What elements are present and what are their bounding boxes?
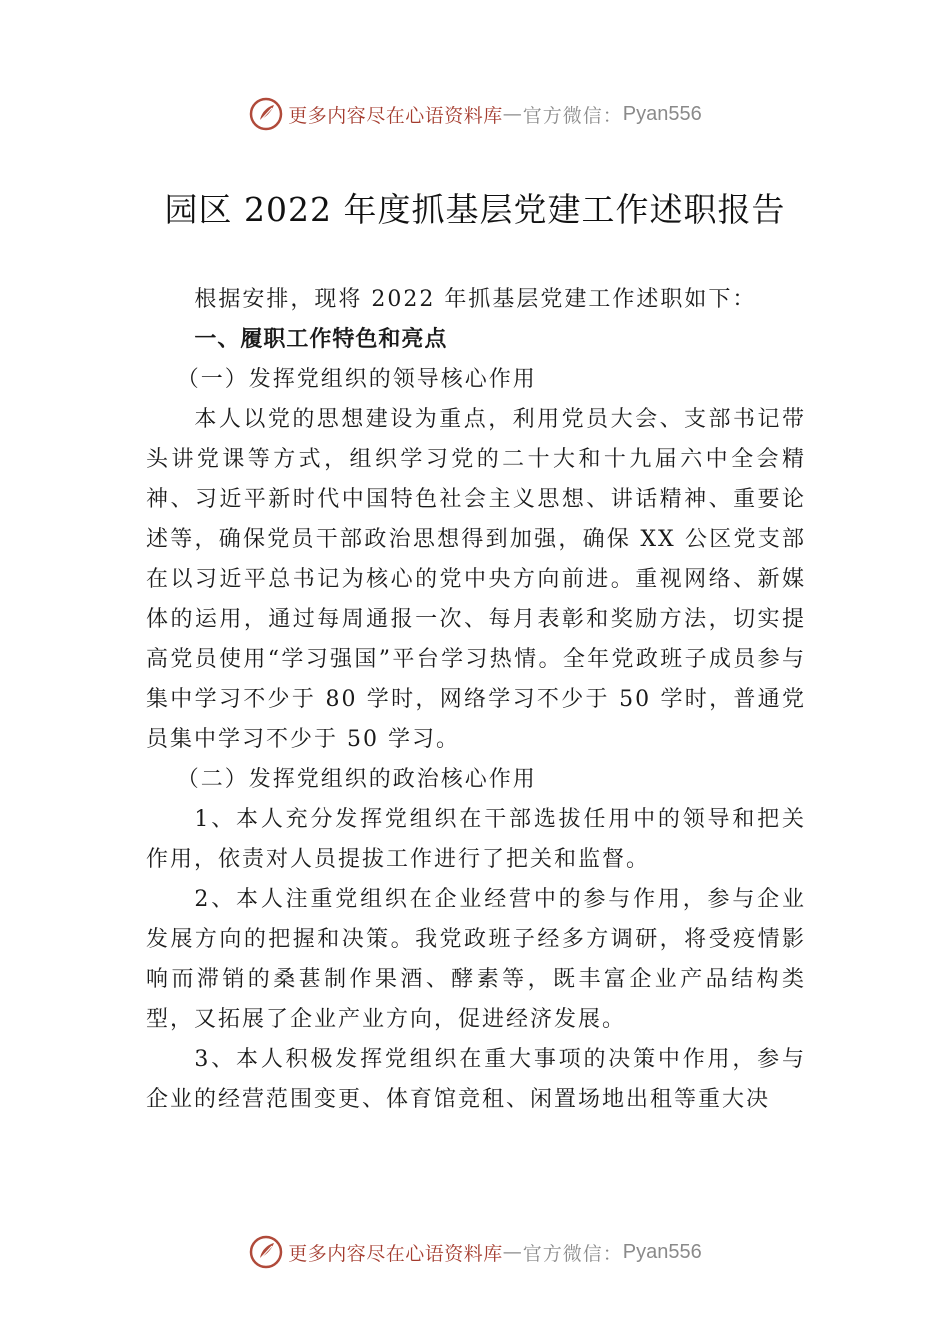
subsection-heading: （二）发挥党组织的政治核心作用 [176,767,537,792]
watermark-banner-top [0,92,950,136]
intro-paragraph: 根据安排，现将 2022 年抓基层党建工作述职如下： [194,287,757,312]
watermark-handle: Pyan556 [622,102,702,125]
document-body [146,280,806,1120]
watermark-separator: — [502,103,523,125]
list-item: 1、本人充分发挥党组织在干部选拔任用中的领导和把关作用，依责对人员提拔工作进行了把关和监督。 [146,807,806,872]
brand-logo-icon [248,1234,284,1270]
watermark-brand: 更多内容尽在心语资料库 [288,1242,503,1265]
watermark-wechat-label: 官方微信： [522,104,623,127]
list-item: 3、本人积极发挥党组织在重大事项的决策中作用，参与企业的经营范围变更、体育馆竞租、闲置场地出租等重大决 [146,1047,806,1112]
watermark-separator: — [502,1241,523,1263]
list-item: 2、本人注重党组织在企业经营中的参与作用，参与企业发展方向的把握和决策。我党政班子经多方调研，将受疫情影响而滞销的桑葚制作果酒、酵素等，既丰富企业产品结构类型，又拓展了企业产业方向，促进经济发展。 [146,887,806,1032]
body-paragraph: 本人以党的思想建设为重点，利用党员大会、支部书记带头讲党课等方式，组织学习党的二十大和十九届六中全会精神、习近平新时代中国特色社会主义思想、讲话精神、重要论述等，确保党员干部政治思想得到加强，确保 XX 公区党支部在以习近平总书记为核心的党中央方向前进。重视网络、新媒体的运用，通过每周通报一次、每月表彰和奖励方法，切实提高党员使用“学习强国”平台学习热情。全年党政班子成员参与集中学习不少于 80 学时，网络学习不少于 50 学时，普通党员集中学习不少于 50 学习。 [146,407,806,752]
section-heading: 一、履职工作特色和亮点 [194,327,448,352]
brand-logo-icon [248,96,284,132]
watermark-brand: 更多内容尽在心语资料库 [288,104,503,127]
subsection-heading: （一）发挥党组织的领导核心作用 [176,367,537,392]
watermark-handle: Pyan556 [622,1240,702,1263]
watermark-banner-bottom [0,1230,950,1274]
document-title: 园区 2022 年度抓基层党建工作述职报告 [164,190,786,229]
watermark-wechat-label: 官方微信： [522,1242,623,1265]
